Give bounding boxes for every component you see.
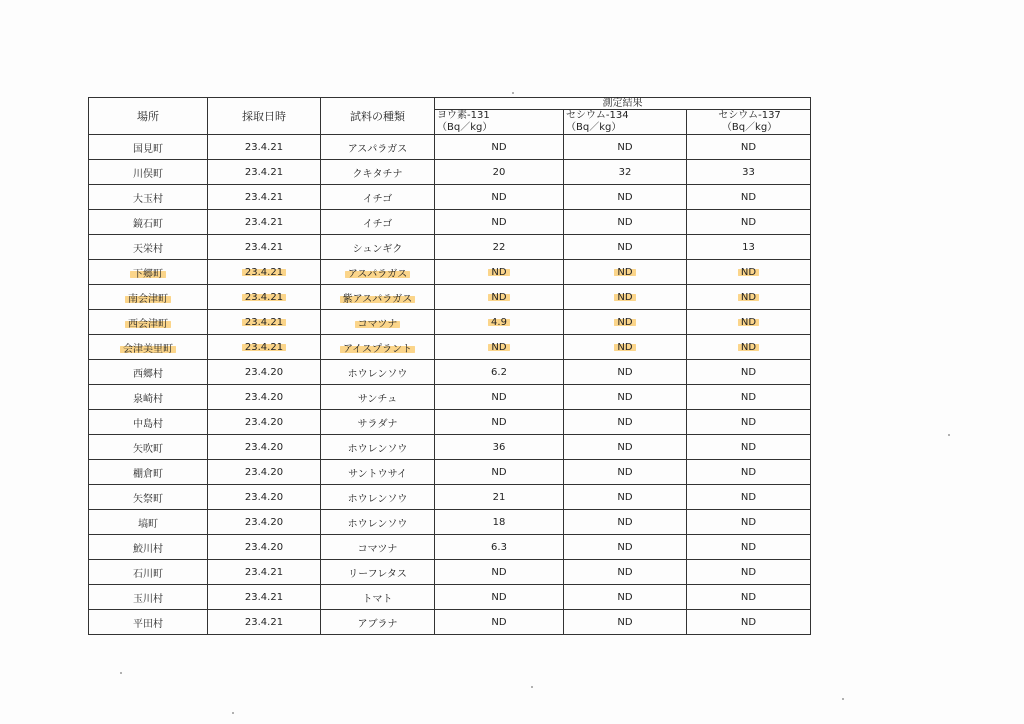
table-row (89, 485, 811, 510)
cell-sample-text: コマツナ (357, 543, 398, 555)
scan-speck (948, 434, 950, 436)
cell-cs134 (564, 460, 687, 485)
cell-cs134-text: ND (614, 292, 635, 303)
cell-cs137 (687, 210, 811, 235)
cell-date (208, 435, 321, 460)
cell-cs134 (564, 410, 687, 435)
cell-sample (321, 210, 435, 235)
cell-date-text: 23.4.20 (244, 491, 284, 503)
cell-sample-text: ホウレンソウ (347, 368, 408, 380)
cell-sample (321, 560, 435, 585)
measurement-table (88, 97, 811, 635)
cell-i131 (435, 385, 564, 410)
cell-i131-text: ND (488, 267, 509, 278)
cell-cs134 (564, 435, 687, 460)
cell-i131-text: ND (491, 616, 507, 628)
cell-sample (321, 310, 435, 335)
cell-cs137-text: ND (740, 141, 757, 153)
cell-sample-text: イチゴ (362, 218, 393, 230)
cell-i131-text: ND (491, 141, 507, 153)
cell-date-text: 23.4.20 (244, 391, 284, 403)
cell-cs134 (564, 385, 687, 410)
cell-cs134-text: ND (617, 241, 633, 253)
cell-cs137-text: 33 (742, 166, 755, 178)
cell-cs137-text: ND (738, 292, 759, 303)
cell-i131-text: 36 (492, 441, 506, 453)
cell-location-text: 国見町 (133, 143, 163, 155)
cell-i131 (435, 460, 564, 485)
header-iodine (435, 110, 564, 135)
cell-sample-text: イチゴ (362, 193, 393, 205)
cell-cs134 (564, 335, 687, 360)
cell-date (208, 610, 321, 635)
cell-date-text: 23.4.20 (244, 441, 284, 453)
cell-cs134 (564, 610, 687, 635)
cell-date (208, 235, 321, 260)
cell-i131 (435, 135, 564, 160)
cell-location-text: 西郷村 (133, 368, 163, 380)
cell-date (208, 535, 321, 560)
cell-sample-text: アイスプラント (340, 344, 415, 355)
cell-sample (321, 360, 435, 385)
cell-location-text: 中島村 (133, 418, 163, 430)
table-row (89, 285, 811, 310)
cell-cs137 (687, 310, 811, 335)
table-row (89, 610, 811, 635)
table-row (89, 585, 811, 610)
cell-date (208, 260, 321, 285)
cell-cs134-text: ND (617, 141, 633, 153)
cell-date-text: 23.4.21 (244, 566, 284, 578)
cell-sample (321, 410, 435, 435)
cell-cs134 (564, 260, 687, 285)
cell-cs137-text: ND (740, 416, 757, 428)
cell-location-text: 鏡石町 (133, 218, 163, 230)
cell-sample-text: アスパラガス (345, 269, 411, 280)
cell-i131-text: ND (491, 591, 507, 603)
cell-cs134 (564, 360, 687, 385)
cell-sample-text: サンチュ (357, 393, 398, 405)
cell-i131 (435, 335, 564, 360)
cell-date-text: 23.4.20 (244, 541, 284, 553)
cell-date-text: 23.4.20 (244, 416, 284, 428)
cell-cs134 (564, 535, 687, 560)
cell-location (89, 485, 208, 510)
cell-date (208, 160, 321, 185)
cell-date (208, 510, 321, 535)
cell-cs134-text: ND (614, 317, 635, 328)
cell-location (89, 410, 208, 435)
cell-location (89, 385, 208, 410)
cell-date-text: 23.4.21 (242, 342, 286, 353)
cell-i131-text: ND (491, 216, 507, 228)
cell-date (208, 360, 321, 385)
cell-sample-text: ホウレンソウ (347, 518, 408, 530)
cell-cs134 (564, 210, 687, 235)
cell-cs137 (687, 335, 811, 360)
cell-location (89, 560, 208, 585)
cell-date (208, 135, 321, 160)
cell-i131 (435, 210, 564, 235)
cell-sample-text: 紫アスパラガス (340, 294, 416, 305)
cell-cs137 (687, 435, 811, 460)
cell-cs134-text: 32 (618, 166, 632, 178)
cell-location-text: 大玉村 (133, 193, 163, 205)
cell-cs137-text: ND (740, 616, 757, 628)
cell-location (89, 285, 208, 310)
cell-date (208, 335, 321, 360)
cell-sample (321, 385, 435, 410)
cell-cs137-text: ND (740, 516, 757, 528)
cell-sample-text: サラダナ (357, 418, 398, 430)
cell-date (208, 285, 321, 310)
cell-i131 (435, 585, 564, 610)
cell-sample-text: リーフレタス (348, 568, 407, 580)
header-date: 採取日時 (208, 98, 321, 135)
cell-cs137-text: ND (740, 441, 757, 453)
cell-i131-text: 22 (492, 241, 506, 253)
cell-cs137-text: 13 (742, 241, 755, 253)
cell-cs137-text: ND (740, 366, 757, 378)
cell-location-text: 矢吹町 (133, 443, 163, 455)
cell-cs137-text: ND (740, 566, 757, 578)
cell-sample (321, 460, 435, 485)
cell-location (89, 610, 208, 635)
table-row (89, 510, 811, 535)
table-row (89, 260, 811, 285)
cell-cs137 (687, 160, 811, 185)
cell-cs137 (687, 260, 811, 285)
cell-sample (321, 335, 435, 360)
cell-cs134-text: ND (617, 441, 633, 453)
cell-cs137-text: ND (740, 216, 757, 228)
cell-i131-text: ND (491, 416, 507, 428)
header-cs137 (687, 110, 811, 135)
cell-cs137-text: ND (740, 541, 757, 553)
cell-i131-text: 21 (492, 491, 506, 503)
table-row (89, 135, 811, 160)
cell-i131-text: ND (488, 342, 509, 353)
header-cs134 (564, 110, 687, 135)
table-row (89, 460, 811, 485)
cell-location (89, 585, 208, 610)
cell-cs137-text: ND (740, 391, 757, 403)
scan-speck (232, 712, 234, 714)
header-sample: 試料の種類 (321, 98, 435, 135)
cell-cs134 (564, 235, 687, 260)
scan-speck (512, 92, 514, 94)
cell-i131 (435, 235, 564, 260)
cell-i131 (435, 510, 564, 535)
cell-i131 (435, 435, 564, 460)
cell-i131-text: 18 (492, 516, 506, 528)
cell-cs137 (687, 535, 811, 560)
cell-date (208, 385, 321, 410)
header-location: 場所 (89, 98, 208, 135)
cell-i131-text: 4.9 (488, 317, 510, 328)
cell-date-text: 23.4.20 (244, 516, 284, 528)
cell-i131-text: 6.3 (491, 541, 507, 553)
cell-date-text: 23.4.21 (244, 141, 284, 153)
cell-location-text: 下郷町 (130, 269, 166, 280)
cell-date (208, 560, 321, 585)
cell-i131-text: ND (491, 191, 507, 203)
cell-sample (321, 160, 435, 185)
cell-date (208, 460, 321, 485)
cell-date (208, 585, 321, 610)
cell-cs134-text: ND (617, 416, 633, 428)
scan-speck (531, 686, 533, 688)
cell-date-text: 23.4.21 (244, 191, 284, 203)
table-row (89, 210, 811, 235)
cell-i131 (435, 310, 564, 335)
cell-sample (321, 135, 435, 160)
cell-location (89, 235, 208, 260)
cell-sample (321, 435, 435, 460)
cell-location (89, 535, 208, 560)
cell-cs134-text: ND (617, 366, 633, 378)
cell-i131 (435, 410, 564, 435)
cell-sample (321, 260, 435, 285)
cell-sample-text: トマト (362, 593, 393, 605)
cell-location-text: 塙町 (138, 518, 158, 530)
cell-date-text: 23.4.21 (244, 216, 284, 228)
cell-date-text: 23.4.20 (244, 466, 284, 478)
cell-location (89, 260, 208, 285)
cell-i131-text: ND (488, 292, 509, 303)
cell-cs137-text: ND (738, 342, 759, 353)
cell-date-text: 23.4.21 (242, 267, 286, 278)
cell-sample-text: ホウレンソウ (347, 493, 408, 505)
cell-cs137-text: ND (738, 317, 759, 328)
cell-i131 (435, 610, 564, 635)
cell-location (89, 210, 208, 235)
cell-cs134-text: ND (614, 267, 635, 278)
cell-sample-text: ホウレンソウ (347, 443, 408, 455)
table-body (89, 135, 811, 635)
table-row (89, 410, 811, 435)
cell-cs134-text: ND (617, 191, 633, 203)
cell-date-text: 23.4.21 (242, 292, 286, 303)
table-row (89, 185, 811, 210)
cell-cs137 (687, 135, 811, 160)
cell-cs134 (564, 160, 687, 185)
cell-location-text: 石川町 (133, 568, 163, 580)
cell-date-text: 23.4.21 (244, 616, 284, 628)
cell-cs137 (687, 185, 811, 210)
cell-cs134 (564, 485, 687, 510)
cell-date-text: 23.4.21 (244, 166, 284, 178)
cell-location (89, 335, 208, 360)
cell-location (89, 435, 208, 460)
cell-i131 (435, 260, 564, 285)
cell-sample-text: アスパラガス (347, 143, 408, 155)
cell-date-text: 23.4.20 (244, 366, 284, 378)
cell-location-text: 川俣町 (133, 168, 163, 180)
cell-cs137-text: ND (740, 591, 757, 603)
cell-cs134 (564, 135, 687, 160)
cell-date (208, 310, 321, 335)
cell-date (208, 485, 321, 510)
cell-date (208, 410, 321, 435)
cell-cs134 (564, 585, 687, 610)
cell-cs137 (687, 285, 811, 310)
cell-location-text: 矢祭町 (133, 493, 163, 505)
cell-date-text: 23.4.21 (242, 317, 286, 328)
cell-cs134-text: ND (617, 566, 633, 578)
header-cs134-label: セシウム-134 (566, 110, 629, 121)
cell-cs134-text: ND (614, 342, 635, 353)
cell-location-text: 玉川村 (133, 593, 163, 605)
cell-sample-text: コマツナ (355, 319, 401, 330)
cell-location-text: 会津美里町 (120, 344, 176, 355)
cell-i131-text: ND (491, 391, 507, 403)
table-row (89, 160, 811, 185)
cell-cs137 (687, 560, 811, 585)
cell-sample (321, 485, 435, 510)
cell-cs137 (687, 485, 811, 510)
cell-i131-text: ND (491, 566, 507, 578)
header-cs134-unit: （Bq／kg） (566, 122, 622, 133)
cell-cs137 (687, 360, 811, 385)
cell-i131 (435, 485, 564, 510)
cell-cs134 (564, 310, 687, 335)
table-row (89, 385, 811, 410)
cell-cs137 (687, 510, 811, 535)
cell-i131-text: ND (491, 466, 507, 478)
cell-sample-text: クキタチナ (352, 168, 403, 180)
cell-cs134-text: ND (617, 466, 633, 478)
table-row (89, 360, 811, 385)
cell-cs137 (687, 585, 811, 610)
cell-cs134 (564, 285, 687, 310)
cell-date-text: 23.4.21 (244, 241, 284, 253)
cell-i131 (435, 285, 564, 310)
cell-cs134 (564, 185, 687, 210)
cell-sample (321, 610, 435, 635)
cell-sample (321, 535, 435, 560)
cell-date (208, 210, 321, 235)
header-results-group: 測定結果 (435, 98, 811, 110)
cell-cs137 (687, 235, 811, 260)
cell-cs137-text: ND (740, 191, 757, 203)
cell-cs137 (687, 460, 811, 485)
header-row-top (89, 98, 811, 110)
cell-sample-text: シュンギク (352, 243, 403, 255)
cell-cs134-text: ND (617, 216, 633, 228)
cell-i131 (435, 535, 564, 560)
cell-location-text: 鮫川村 (133, 543, 163, 555)
cell-date (208, 185, 321, 210)
header-cs137-unit: （Bq／kg） (721, 122, 778, 133)
cell-i131 (435, 360, 564, 385)
header-iodine-unit: （Bq／kg） (437, 122, 493, 133)
cell-location (89, 310, 208, 335)
table-row (89, 535, 811, 560)
table-row (89, 335, 811, 360)
cell-cs134 (564, 560, 687, 585)
table-row (89, 235, 811, 260)
cell-i131-text: 6.2 (491, 366, 507, 378)
cell-sample (321, 285, 435, 310)
scan-speck (842, 698, 844, 700)
cell-sample-text: アブラナ (357, 618, 398, 630)
header-cs137-label: セシウム-137 (718, 110, 781, 121)
cell-location-text: 棚倉町 (133, 468, 163, 480)
cell-location (89, 460, 208, 485)
cell-location (89, 360, 208, 385)
header-iodine-label: ヨウ素-131 (437, 110, 490, 121)
cell-i131 (435, 185, 564, 210)
scan-speck (120, 672, 122, 674)
cell-cs134-text: ND (617, 591, 633, 603)
cell-cs137-text: ND (740, 466, 757, 478)
table-row (89, 310, 811, 335)
cell-cs137-text: ND (740, 491, 757, 503)
cell-location-text: 西会津町 (125, 319, 171, 330)
cell-cs134-text: ND (617, 491, 633, 503)
cell-cs134-text: ND (617, 391, 633, 403)
cell-sample-text: サントウサイ (348, 468, 407, 480)
cell-i131 (435, 560, 564, 585)
cell-i131-text: 20 (492, 166, 506, 178)
table-row (89, 560, 811, 585)
cell-location (89, 185, 208, 210)
cell-sample (321, 585, 435, 610)
cell-cs137 (687, 385, 811, 410)
cell-sample (321, 235, 435, 260)
cell-location (89, 160, 208, 185)
cell-cs134 (564, 510, 687, 535)
cell-i131 (435, 160, 564, 185)
cell-cs134-text: ND (617, 616, 633, 628)
cell-location (89, 510, 208, 535)
cell-sample (321, 185, 435, 210)
cell-location-text: 泉崎村 (133, 393, 163, 405)
cell-sample (321, 510, 435, 535)
cell-location-text: 南会津町 (125, 294, 171, 305)
cell-location (89, 135, 208, 160)
cell-cs137 (687, 610, 811, 635)
table-row (89, 435, 811, 460)
cell-cs134-text: ND (617, 516, 633, 528)
cell-cs134-text: ND (617, 541, 633, 553)
cell-date-text: 23.4.21 (244, 591, 284, 603)
cell-location-text: 平田村 (133, 618, 163, 630)
cell-cs137-text: ND (738, 267, 759, 278)
cell-location-text: 天栄村 (133, 243, 163, 255)
cell-cs137 (687, 410, 811, 435)
